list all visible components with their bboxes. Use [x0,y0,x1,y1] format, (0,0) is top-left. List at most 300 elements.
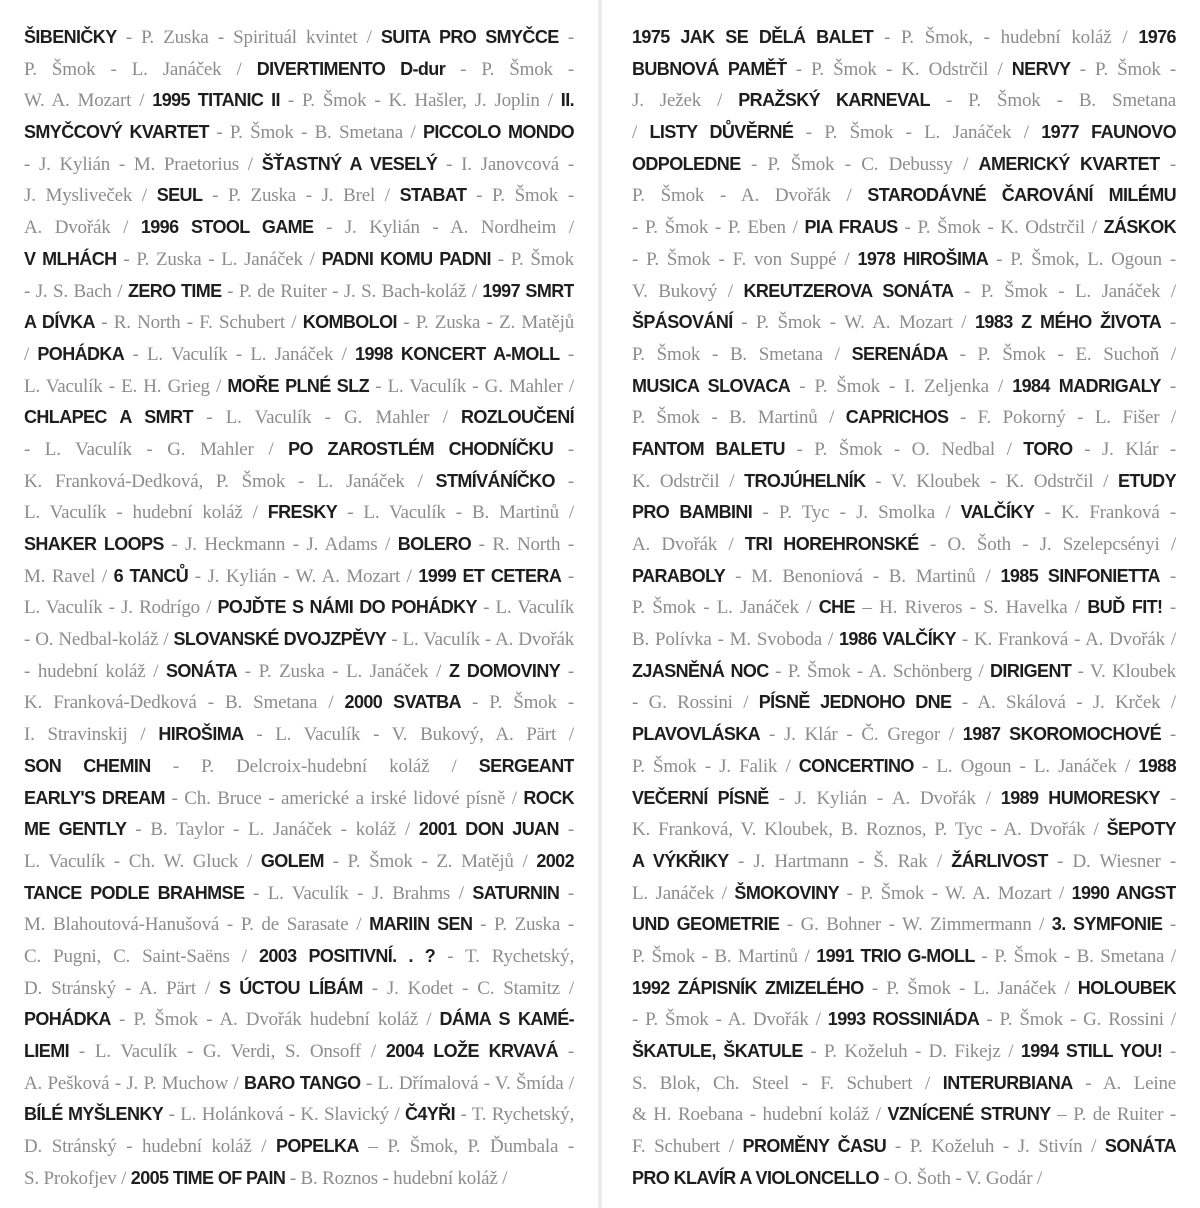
credits-text: - P. Šmok - L. Janáček / [793,122,1042,144]
text-line [632,307,1176,339]
performance-title: POJĎTE S NÁMI DO POHÁDKY [217,597,477,618]
credits-text: & H. Roebana - hudební koláž / [632,1104,888,1126]
performance-title: PLAVOVLÁSKA [632,724,761,745]
performance-title: PRO KLAVÍR A VIOLONCELLO [632,1167,879,1188]
performance-title: 2003 POSITIVNÍ. . ? [258,945,436,966]
performance-title: TRI HOREHRONSKÉ [744,534,919,554]
performance-title: POHÁDKA [37,343,125,364]
text-line [24,656,574,688]
credits-text: - P. Šmok - A. Schönberg / [768,660,991,682]
credits-text: - P. Šmok - C. Debussy / [740,153,979,175]
text-line [24,529,574,561]
credits-text: L. Vaculík - J. Rodrígo / [24,597,218,619]
right-column-text [632,22,1176,1194]
performance-title: 1977 FAUNOVO [1041,122,1176,143]
text-line [24,149,574,181]
credits-text: - J. Klár - [1072,438,1176,460]
credits-text: - P. Šmok - O. Nedbal / [784,438,1024,460]
performance-title: SUITA PRO SMYČCE [380,27,559,47]
performance-title: BÍLÉ MYŠLENKY [24,1104,164,1125]
text-line [632,244,1176,276]
credits-text: - I. Janovcová - [437,153,574,175]
credits-text: A. Pešková - J. P. Muchow / [24,1072,244,1094]
credits-text: - B. Taylor - L. Janáček - koláž / [126,819,419,841]
credits-text: - [1162,914,1176,936]
performance-title: CHE [818,597,855,618]
performance-title: BUBNOVÁ PAMĚŤ [632,58,787,79]
left-column-text [24,22,574,1194]
performance-title: ZÁSKOK [1103,217,1176,238]
credits-text: - P. Šmok - K. Odstrčil / [786,58,1012,80]
credits-text: M. Ravel / [24,565,114,587]
text-line [632,149,1176,181]
text-line [24,687,574,719]
credits-text: - B. Roznos - hudební koláž / [285,1167,508,1189]
performance-title: TROJÚHELNÍK [744,470,866,491]
credits-text: - T. Rychetský, [454,1104,574,1126]
text-line [24,85,574,117]
credits-text: - T. Rychetský, [435,945,574,967]
credits-text: - P. Šmok - [460,692,574,714]
credits-text: - L. Vaculík - V. Bukový, A. Pärt / [243,724,574,746]
text-line [632,814,1176,846]
performance-title: 1978 HIROŠIMA [857,248,989,269]
credits-text: A. Dvořák / [24,217,141,239]
performance-title: DÁMA S KAMÉ- [439,1009,574,1030]
credits-text: - P. Šmok - L. Janáček / [863,977,1078,999]
credits-text: - D. Wiesner - [1047,850,1176,872]
credits-text: - P. Šmok - A. Dvořák / [632,1009,828,1031]
credits-text: V. Bukový / [632,280,744,302]
performance-title: PROMĚNY ČASU [742,1136,887,1157]
performance-title: MUSICA SLOVACA [632,375,791,396]
credits-text: - P. Zuska - Spirituál kvintet / [116,27,381,48]
text-line [24,117,574,149]
credits-text: P. Šmok - J. Falik / [632,755,799,777]
text-line [632,402,1176,434]
credits-text: - P. Zuska - L. Janáček / [116,248,322,270]
performance-title: 1976 [1138,27,1176,47]
credits-text: - P. Šmok, - hudební koláž / [873,27,1139,48]
text-line [632,783,1176,815]
text-line [24,878,574,910]
credits-text: - P. Šmok [490,248,574,270]
performance-title: 1996 STOOL GAME [140,217,314,238]
performance-title: GOLEM [260,850,324,871]
performance-title: ŠPÁSOVÁNÍ [632,312,733,333]
credits-text: P. Šmok - B. Smetana / [632,343,852,365]
credits-text: – P. de Ruiter - [1050,1104,1176,1126]
text-line [24,22,574,54]
page-gutter [598,0,602,1208]
text-line [632,22,1176,54]
credits-text: - L. Dřímalová - V. Šmída / [360,1072,574,1094]
text-line [24,497,574,529]
performance-title: 1992 ZÁPISNÍK ZMIZELÉHO [632,977,864,998]
performance-title: PADNI KOMU PADNI [321,248,491,269]
credits-text: - P. Zuska - L. Janáček / [237,660,449,682]
text-line [632,941,1176,973]
performance-title: ŠKATULE, ŠKATULE [632,1041,803,1061]
performance-title: SERENÁDA [851,343,948,364]
text-line [632,1099,1176,1131]
text-line [24,846,574,878]
credits-text: - G. Bohner - W. Zimmermann / [779,914,1052,936]
credits-text: - L. Vaculík - A. Dvořák [386,629,574,651]
text-line [632,624,1176,656]
performance-title: 1993 ROSSINIÁDA [827,1009,980,1030]
credits-text: - [561,565,574,587]
credits-text: K. Franková-Dedková - B. Smetana / [24,692,345,714]
performance-title: MARIIN SEN [369,914,473,935]
performance-title: POHÁDKA [24,1009,111,1030]
credits-text: D. Stránský - A. Pärt / [24,977,220,999]
text-line [632,846,1176,878]
credits-text: - J. Kylián - A. Nordheim / [313,217,574,239]
right-page [604,0,1200,1208]
performance-title: ŠIBENIČKY [24,27,117,47]
credits-text: – P. Šmok, P. Ďumbala - [358,1136,574,1158]
text-line [24,434,574,466]
text-line [632,339,1176,371]
performance-title: SATURNIN [472,882,560,903]
performance-title: 6 TANCŮ [113,565,189,586]
performance-title: SONÁTA [1104,1136,1176,1157]
text-line [632,529,1176,561]
performance-title: S ÚCTOU LÍBÁM [219,977,363,998]
credits-text: D. Stránský - hudební koláž / [24,1136,276,1158]
credits-text: - P. Šmok - G. Rossini / [979,1009,1176,1031]
credits-text: - L. Vaculík - B. Martinů / [337,502,574,524]
credits-text: - [558,1041,574,1062]
text-line [632,54,1176,86]
credits-text: - hudební koláž / [24,660,166,682]
performance-title: CHLAPEC A SMRT [24,407,193,428]
credits-text: / [24,343,38,365]
text-line [24,1068,574,1100]
text-line [24,719,574,751]
performance-title: LIEMI [24,1041,69,1061]
credits-text: - J. Hartmann - Š. Rak / [728,850,952,872]
credits-text: L. Vaculík - hudební koláž / [24,502,268,524]
performance-title: HIROŠIMA [158,724,244,745]
credits-text: - K. Franková - [1034,502,1176,524]
credits-text: - L. Vaculík - G. Mahler / [24,438,289,460]
performance-title: ZJASNĚNÁ NOC [632,660,769,681]
performance-title: 1985 SINFONIETTA [1000,565,1160,586]
credits-text: - J. Klár - Č. Gregor / [760,724,963,746]
text-line [24,941,574,973]
performance-title: 1994 STILL YOU! [1020,1041,1163,1061]
credits-text: - R. North - F. Schubert / [94,312,303,334]
performance-title: 1987 SKOROMOCHOVÉ [962,724,1161,745]
performance-title: UND GEOMETRIE [632,914,780,935]
performance-title: DIRIGENT [990,660,1072,681]
credits-text: - P. Šmok - B. Smetana / [974,945,1176,967]
credits-text: - L. Vaculík - J. Brahms / [244,882,473,904]
credits-text: - O. Nedbal-koláž / [24,629,174,651]
credits-text: - [1159,565,1176,587]
credits-text: L. Janáček / [632,882,735,904]
performance-title: 2004 LOŽE KRVAVÁ [385,1041,558,1061]
text-line [24,276,574,308]
credits-text: - P. Šmok - P. Eben / [632,217,805,239]
credits-text: J. Ježek / [632,90,739,112]
credits-text: K. Odstrčil / [632,470,745,492]
performance-title: PO ZAROSTLÉM CHODNÍČKU [288,438,554,459]
credits-text: K. Franková-Dedková, P. Šmok - L. Janáček / [24,470,436,492]
text-line [632,466,1176,498]
credits-text: P. Šmok - B. Martinů / [632,945,817,967]
performance-title: ROZLOUČENÍ [461,407,574,428]
credits-text: - [558,27,574,48]
credits-text: K. Franková, V. Kloubek, B. Roznos, P. Tyc - A. Dvořák / [632,819,1107,841]
credits-text: - J. Kodet - C. Stamitz / [362,977,574,999]
performance-title: 1988 [1138,755,1176,776]
performance-title: ŠEPOTY [1106,819,1176,840]
text-line [24,814,574,846]
performance-title: ZERO TIME [127,280,222,301]
credits-text: - L. Ogoun - L. Janáček / [913,755,1139,777]
credits-text: - P. Šmok - W. A. Mozart / [732,312,976,334]
credits-text: - A. Leine [1072,1072,1176,1094]
credits-text: - P. Šmok - W. A. Mozart / [839,882,1072,904]
performance-title: A VÝKŘIKY [632,850,729,871]
credits-text: - O. Šoth - V. Godár / [878,1167,1042,1189]
credits-text: - P. Šmok - K. Odstrčil / [897,217,1104,239]
credits-text: - [1160,724,1176,746]
performance-title: 1984 MADRIGALY [1012,375,1161,396]
credits-text: - [554,470,574,492]
text-line [24,307,574,339]
performance-title: STARODÁVNÉ ČAROVÁNÍ MILÉMU [867,185,1176,206]
text-line [24,624,574,656]
performance-title: EARLY'S DREAM [24,787,165,808]
credits-text: C. Pugni, C. Saint-Saëns / [24,945,259,967]
performance-title: SLOVANSKÉ DVOJZPĚVY [173,629,387,650]
performance-title: BARO TANGO [244,1072,361,1093]
performance-title: 1990 ANGST [1071,882,1176,903]
text-line [632,85,1176,117]
performance-title: 1998 KONCERT A-MOLL [355,343,560,364]
credits-text: J. Mysliveček / [24,185,157,207]
performance-title: 1983 Z MÉHO ŽIVOTA [975,312,1162,333]
performance-title: 1999 ET CETERA [418,565,562,586]
credits-text: - V. Kloubek [1071,660,1176,682]
performance-title: DIVERTIMENTO D-dur [256,58,446,79]
credits-text: W. A. Mozart / [24,90,153,112]
text-line [24,212,574,244]
credits-text: - L. Vaculík [476,597,574,619]
credits-text: - J. Kylián - A. Dvořák / [768,787,1001,809]
credits-text: - M. Benoniová - B. Martinů / [725,565,1001,587]
performance-title: II. [560,90,574,111]
performance-title: Č4YŘI [404,1104,455,1125]
performance-title: KREUTZEROVA SONÁTA [743,280,954,301]
text-line [632,1068,1176,1100]
credits-text: A. Dvořák / [632,534,745,555]
performance-title: PRAŽSKÝ KARNEVAL [738,90,930,111]
credits-text: - L. Vaculík - G. Verdi, S. Onsoff / [69,1041,386,1062]
performance-title: ODPOLEDNE [632,153,741,174]
performance-title: TORO [1023,438,1073,459]
performance-title: BUĎ FIT! [1087,597,1163,618]
text-line [24,371,574,403]
credits-text: - A. Skálová - J. Krček / [951,692,1176,714]
performance-title: PIA FRAUS [804,217,898,238]
credits-text: - R. North - [471,534,574,555]
text-line [24,561,574,593]
credits-text: - [1159,153,1176,175]
credits-text: - P. Tyc - J. Smolka / [752,502,961,524]
performance-title: PARABOLY [632,565,726,586]
credits-text: - [1160,375,1176,397]
performance-title: KOMBOLOI [302,312,397,333]
performance-title: 1989 HUMORESKY [1000,787,1160,808]
credits-text: / [632,122,650,144]
performance-title: ETUDY [1117,470,1176,491]
credits-text: S. Prokofjev / [24,1167,131,1189]
credits-text: – H. Riveros - S. Havelka / [854,597,1088,619]
performance-title: FANTOM BALETU [632,438,785,459]
performance-title: 1995 TITANIC II [152,90,280,111]
credits-text: - [1162,597,1176,619]
performance-title: 2000 SVATBA [344,692,461,713]
performance-title: 1975 JAK SE DĚLÁ BALET [632,27,874,47]
text-line [24,1004,574,1036]
performance-title: SEUL [156,185,203,206]
text-line [632,1036,1176,1068]
credits-text: - P. Šmok - B. Smetana / [208,122,423,144]
performance-title: STABAT [399,185,467,206]
text-line [24,592,574,624]
credits-text: - P. Zuska - Z. Matějů [396,312,574,334]
credits-text: - P. Zuska - J. Brel / [202,185,400,207]
text-line [632,180,1176,212]
text-line [632,973,1176,1005]
text-line [24,751,574,783]
credits-text: - P. Šmok - Z. Matějů / [323,850,537,872]
text-line [632,497,1176,529]
credits-text: - G. Rossini / [632,692,759,714]
credits-text: - V. Kloubek - K. Odstrčil / [865,470,1118,492]
performance-title: ŽÁRLIVOST [951,850,1048,871]
credits-text: - J. Heckmann - J. Adams / [163,534,398,555]
text-line [632,371,1176,403]
credits-text: - P. Šmok - A. Dvořák hudební koláž / [110,1009,440,1031]
text-line [632,1004,1176,1036]
performance-title: VALČÍKY [960,502,1035,523]
credits-text: - J. Kylián - W. A. Mozart / [188,565,419,587]
performance-title: LISTY DŮVĚRNÉ [649,122,794,143]
text-line [632,687,1176,719]
text-line [632,434,1176,466]
credits-text: - P. de Ruiter - J. S. Bach-koláž / [221,280,483,302]
credits-text: - [1159,787,1176,809]
text-line [632,1131,1176,1163]
left-page [0,0,596,1208]
text-line [632,909,1176,941]
credits-text: - P. Koželuh - D. Fikejz / [802,1041,1021,1062]
credits-text: P. Šmok - A. Dvořák / [632,185,868,207]
credits-text: - [553,438,574,460]
performance-title: BOLERO [397,534,472,554]
performance-title: PRO BAMBINI [632,502,753,523]
credits-text: - L. Vaculík - G. Mahler / [368,375,574,397]
credits-text: I. Stravinskij / [24,724,159,746]
text-line [24,783,574,815]
text-line [632,561,1176,593]
performance-title: PICCOLO MONDO [422,122,574,143]
performance-title: Z DOMOVINY [448,660,561,681]
credits-text: - P. Šmok - F. von Suppé / [632,248,858,270]
credits-text: L. Vaculík - Ch. W. Gluck / [24,850,261,872]
performance-title: A DÍVKA [24,312,95,333]
performance-title: PÍSNĚ JEDNOHO DNE [758,692,952,713]
credits-text: - P. Šmok - [445,58,574,80]
credits-text: B. Polívka - M. Svoboda / [632,629,839,651]
performance-title: 1986 VALČÍKY [838,629,956,650]
text-line [24,54,574,86]
credits-text: - F. Pokorný - L. Fišer / [948,407,1176,429]
credits-text: - [560,660,574,682]
performance-title: POPELKA [275,1136,359,1157]
credits-text: P. Šmok - L. Janáček / [632,597,819,619]
credits-text: - P. Šmok - K. Hašler, J. Joplin / [279,90,561,112]
text-line [24,1163,574,1195]
performance-title: 3. SYMFONIE [1051,914,1163,935]
text-line [632,212,1176,244]
performance-title: TANCE PODLE BRAHMSE [24,882,245,903]
performance-title: SMYČCOVÝ KVARTET [24,122,209,143]
text-line [24,909,574,941]
text-line [632,656,1176,688]
text-line [632,117,1176,149]
performance-title: 1997 SMRT [482,280,574,301]
text-line [632,878,1176,910]
performance-title: SON CHEMIN [24,755,151,776]
performance-title: MOŘE PLNÉ SLZ [227,375,369,396]
performance-title: 2005 TIME OF PAIN [130,1167,286,1188]
performance-title: VEČERNÍ PÍSNĚ [632,787,769,808]
credits-text: - K. Franková - A. Dvořák / [955,629,1176,651]
credits-text: - [559,343,574,365]
credits-text: - [1161,312,1176,334]
performance-title: NERVY [1011,58,1071,79]
text-line [24,1099,574,1131]
performance-title: INTERURBIANA [942,1072,1073,1093]
credits-text: P. Šmok - L. Janáček / [24,58,257,80]
performance-title: ME GENTLY [24,819,127,840]
performance-title: HOLOUBEK [1077,977,1176,998]
text-line [24,466,574,498]
performance-title: ŠŤASTNÝ A VESELÝ [261,153,438,174]
performance-title: 2001 DON JUAN [418,819,559,840]
performance-title: AMERICKÝ KVARTET [978,153,1160,174]
credits-text: P. Šmok - B. Martinů / [632,407,846,429]
performance-title: SHAKER LOOPS [24,534,164,554]
performance-title: 2002 [536,850,574,871]
credits-text: - [558,819,574,841]
text-line [24,180,574,212]
text-line [632,719,1176,751]
text-line [632,751,1176,783]
credits-text: L. Vaculík - E. H. Grieg / [24,375,228,397]
text-line [632,592,1176,624]
credits-text: - L. Vaculík - G. Mahler / [192,407,461,429]
credits-text: F. Schubert / [632,1136,743,1158]
text-line [24,973,574,1005]
